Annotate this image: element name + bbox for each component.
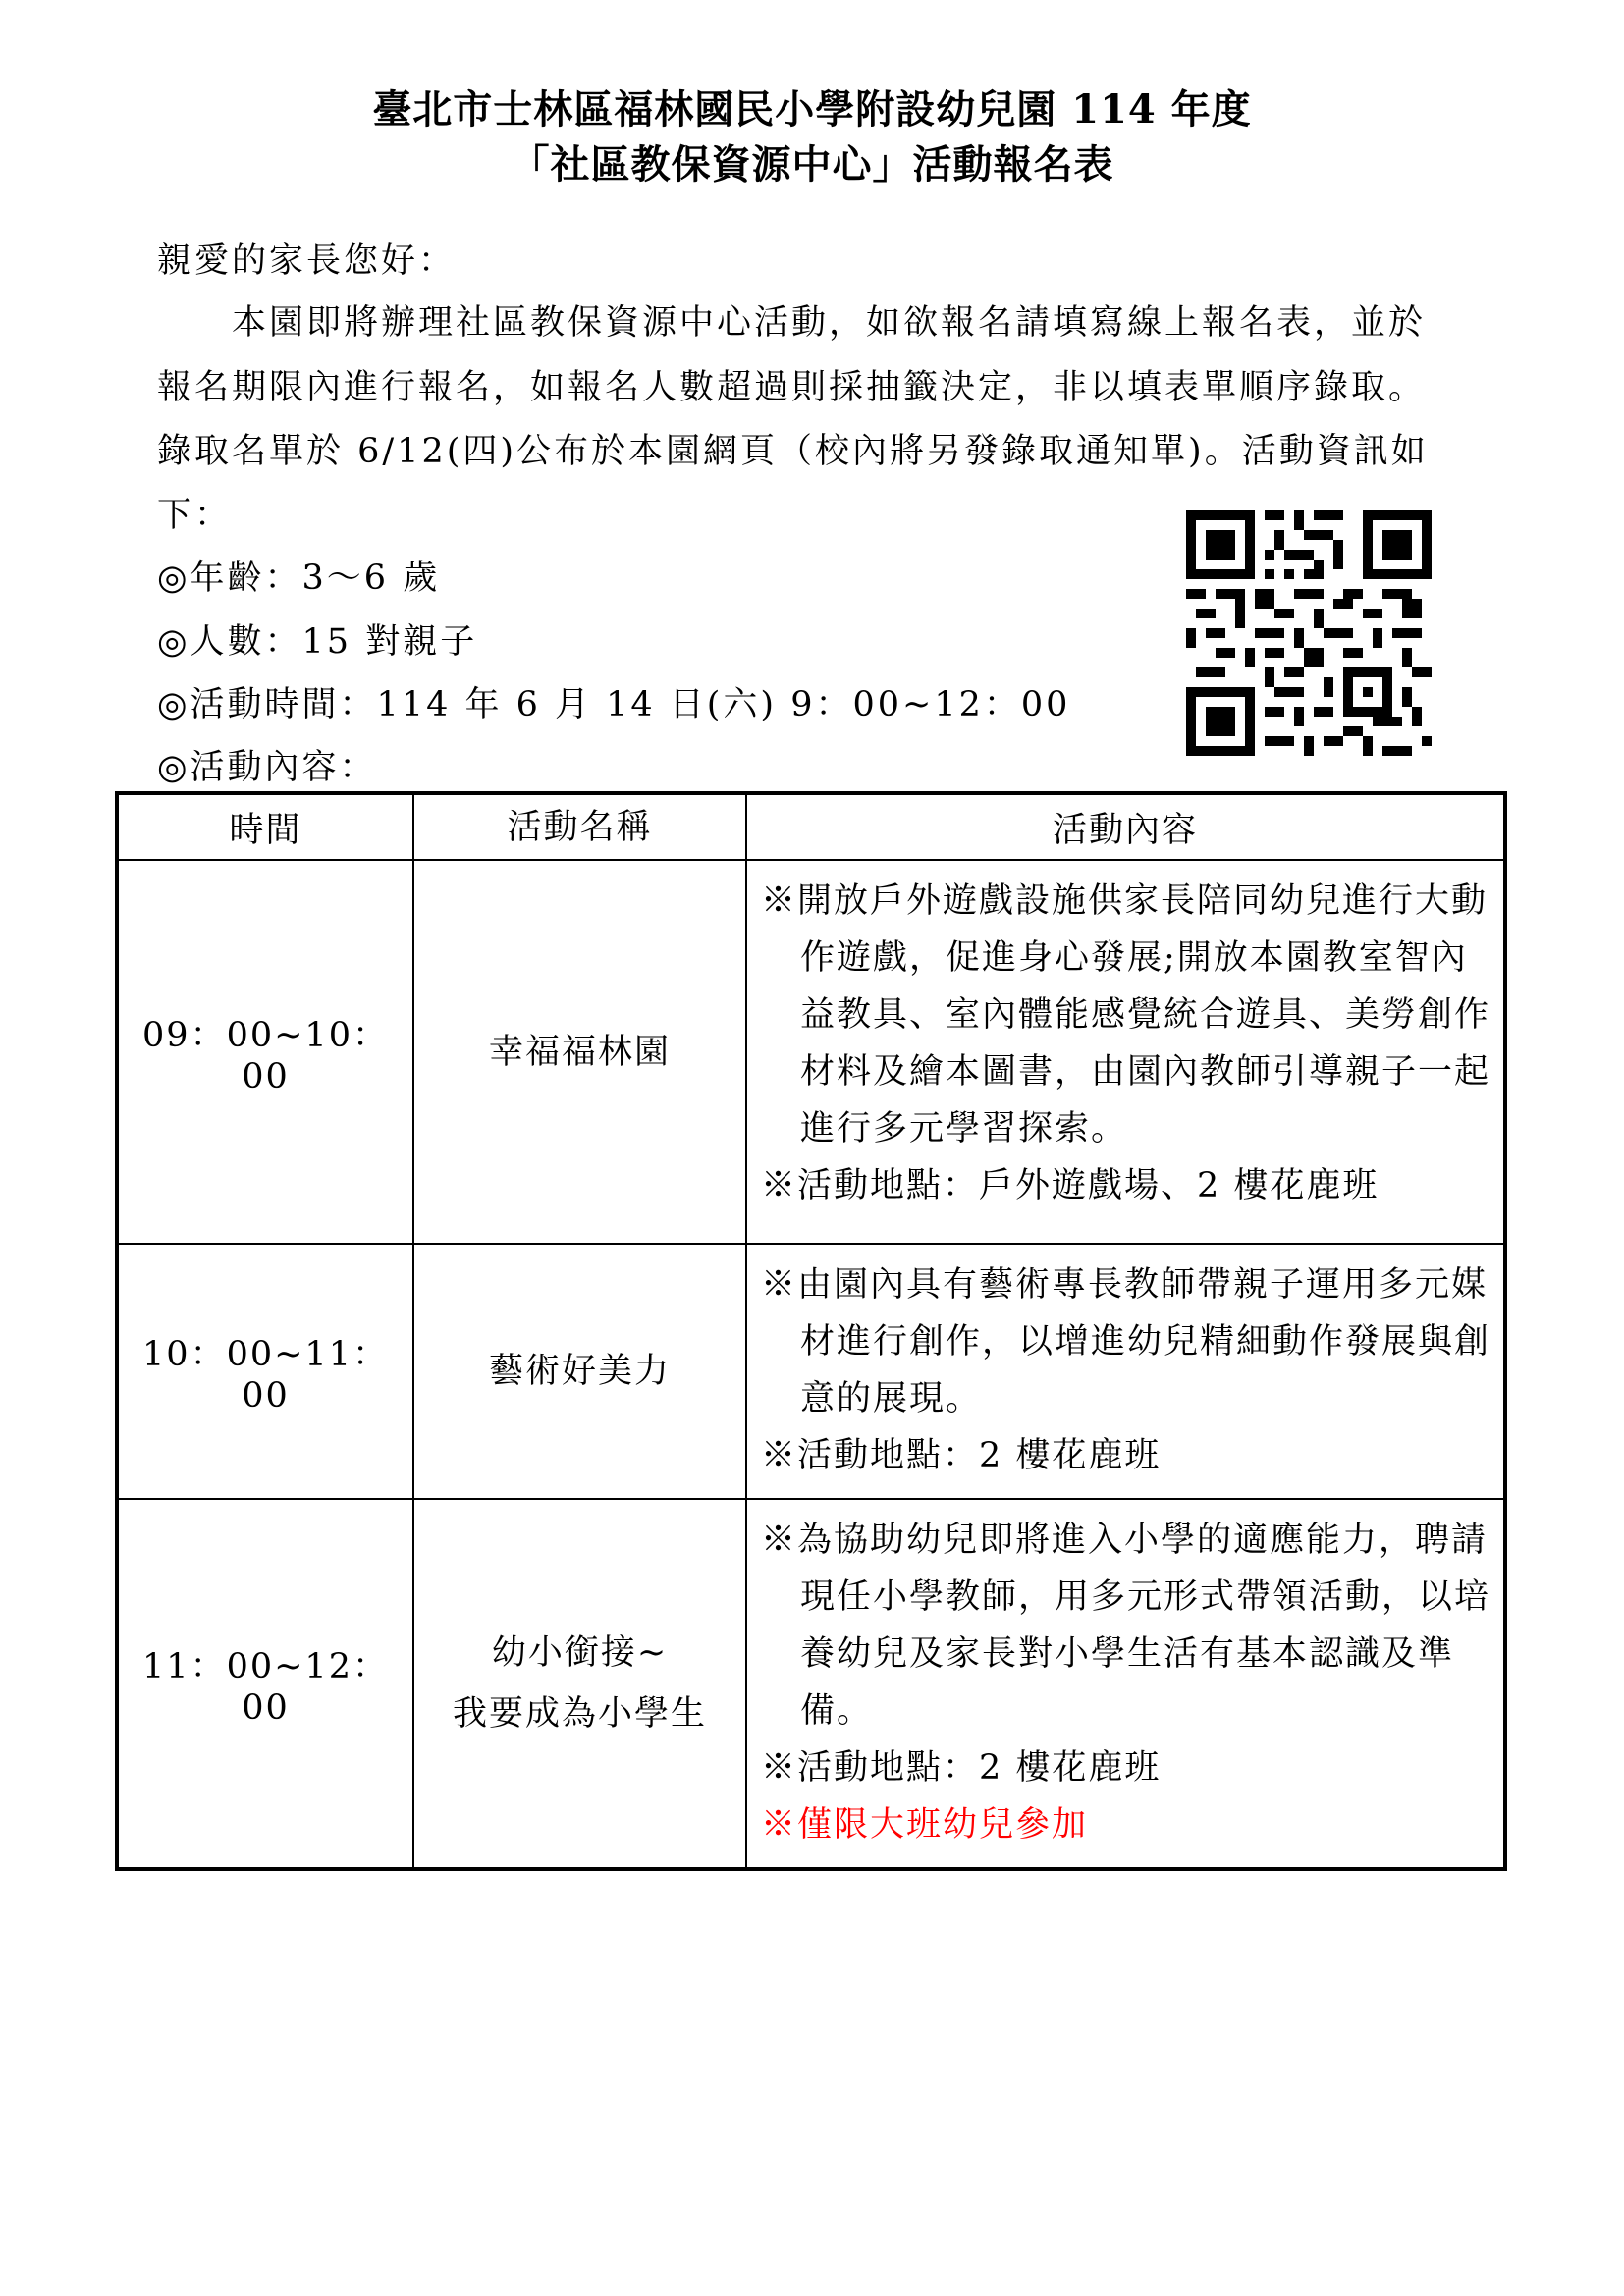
header-time: 時間	[117, 793, 413, 860]
content-location: ※活動地點：戶外遊戲場、2 樓花鹿班	[761, 1166, 1380, 1205]
info-time: ◎活動時間：114 年 6 月 14 日(六) 9：00~12：00	[157, 685, 1071, 724]
row-activity-content	[746, 1499, 1505, 1869]
row-activity-name	[413, 1244, 746, 1499]
header-activity-content: 活動內容	[746, 793, 1505, 860]
row-time: 11：00~12：00	[117, 1499, 413, 1869]
content-location: ※活動地點：2 樓花鹿班	[761, 1436, 1162, 1475]
header-activity-name: 活動名稱	[413, 793, 746, 860]
row-activity-content	[746, 860, 1505, 1244]
activity-name-line: 藝術好美力	[488, 1352, 671, 1391]
activity-schedule-table	[115, 791, 1507, 1871]
row-activity-name	[413, 1499, 746, 1869]
row-time: 09：00~10：00	[117, 860, 413, 1244]
info-count: ◎人數：15 對親子	[157, 622, 478, 662]
row-time: 10：00~11：00	[117, 1244, 413, 1499]
page-subtitle: 「社區教保資源中心」活動報名表	[510, 141, 1114, 187]
qr-code-icon[interactable]	[1186, 510, 1432, 756]
content-location: ※活動地點：2 樓花鹿班	[761, 1748, 1162, 1788]
table-row	[117, 860, 1505, 1244]
activity-name-line: 幸福福林園	[488, 1032, 671, 1072]
table-row	[117, 1499, 1505, 1869]
greeting: 親愛的家長您好：	[157, 241, 457, 281]
content-item: ※開放戶外遊戲設施供家長陪同幼兒進行大動作遊戲，促進身心發展;開放本園教室智內益教具、室內體能感覺統合遊具、美勞創作材料及繪本圖書，由園內教師引導親子一起進行多元學習探索。	[761, 881, 1491, 1148]
content-item: ※為協助幼兒即將進入小學的適應能力，聘請現任小學教師，用多元形式帶領活動，以培養幼兒及家長對小學生活有基本認識及準備。	[761, 1521, 1491, 1731]
info-content-label: ◎活動內容：	[157, 748, 377, 787]
row-activity-name	[413, 860, 746, 1244]
content-restriction-note: ※僅限大班幼兒參加	[761, 1805, 1089, 1844]
letter-line-2: 報名期限內進行報名，如報名人數超過則採抽籤決定，非以填表單順序錄取。	[157, 368, 1427, 407]
table-header-row	[117, 793, 1505, 860]
activity-name-line: 幼小銜接~	[491, 1633, 669, 1673]
activity-name-line: 我要成為小學生	[452, 1694, 707, 1734]
letter-line-1: 本園即將辦理社區教保資源中心活動，如欲報名請填寫線上報名表，並於	[157, 303, 1427, 343]
row-activity-content	[746, 1244, 1505, 1499]
letter-line-3: 錄取名單於 6/12(四)公布於本園網頁（校內將另發錄取通知單)。活動資訊如	[157, 432, 1429, 471]
content-item: ※由園內具有藝術專長教師帶親子運用多元媒材進行創作，以增進幼兒精細動作發展與創意的展現。	[761, 1265, 1491, 1418]
info-age: ◎年齡：3～6 歲	[157, 559, 441, 598]
page-title: 臺北市士林區福林國民小學附設幼兒園 114 年度	[372, 86, 1252, 133]
letter-line-4: 下：	[157, 496, 233, 535]
table-row	[117, 1244, 1505, 1499]
